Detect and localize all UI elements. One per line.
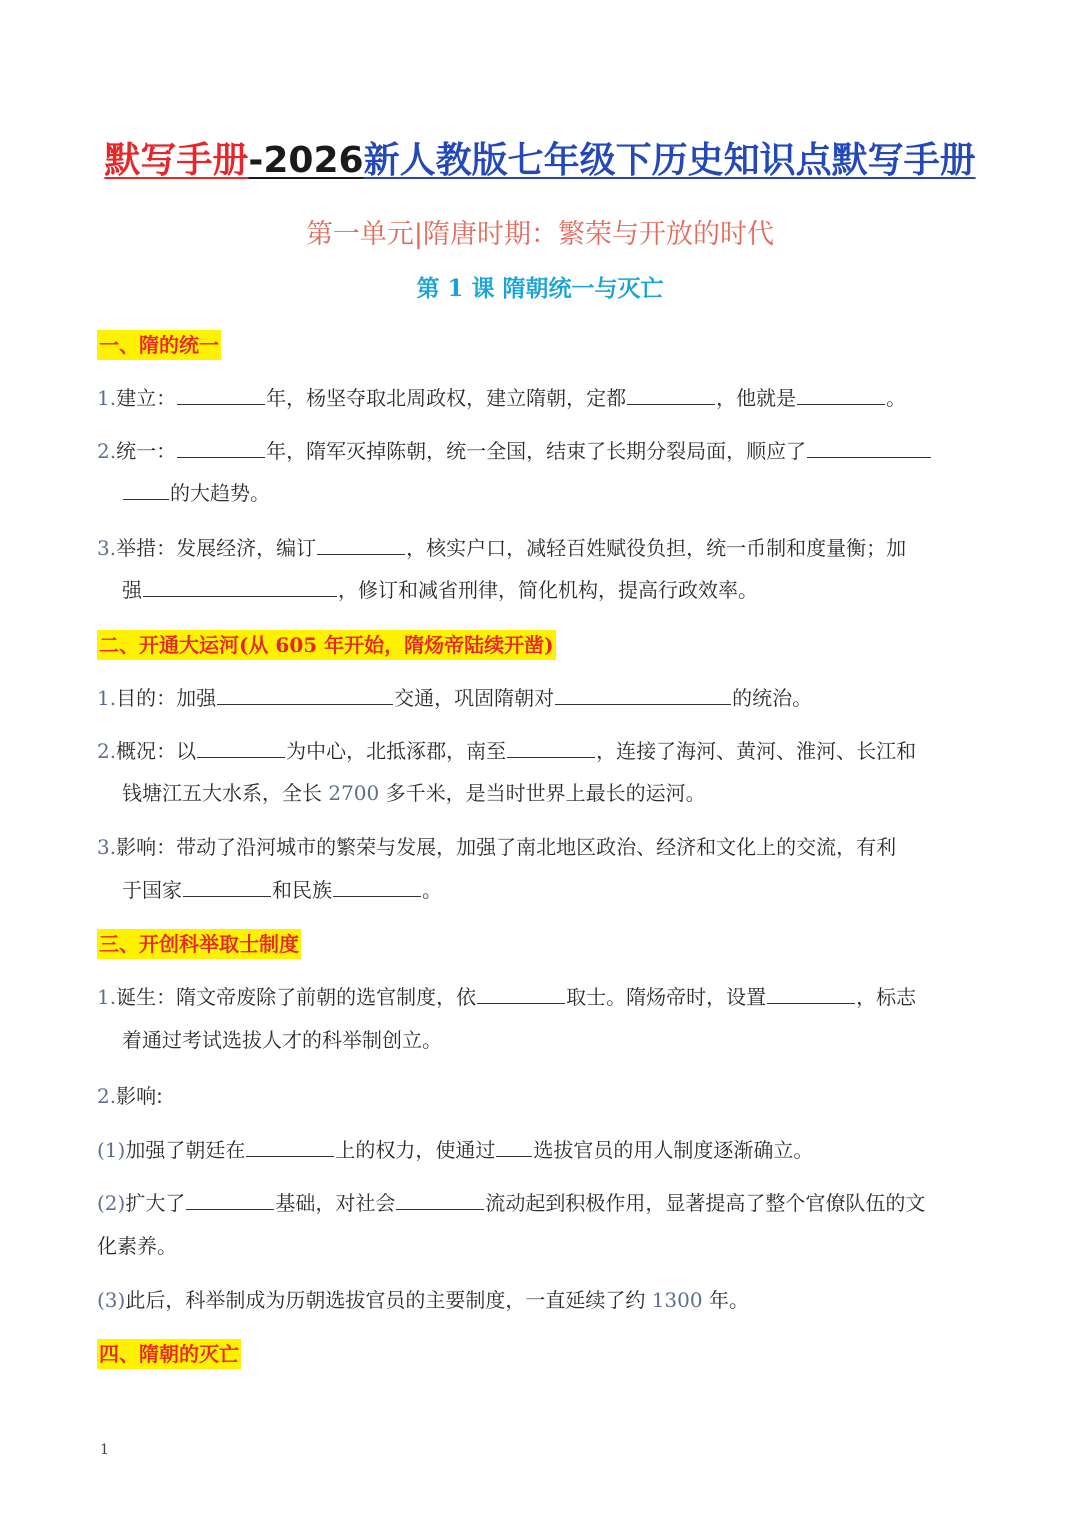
question-text: 化素养。 <box>97 1234 177 1258</box>
question-text: 着通过考试选拔人才的科举制创立。 <box>122 1028 442 1052</box>
question-text: 目的：加强 <box>116 686 217 710</box>
fill-blank[interactable] <box>477 983 565 1004</box>
item-number: 2. <box>97 439 117 463</box>
question-text: ，他就是 <box>716 386 797 410</box>
item-number: (3) <box>97 1288 126 1312</box>
item-number: (1) <box>97 1138 126 1162</box>
fill-blank[interactable] <box>217 684 393 705</box>
question-text: 选拔官员的用人制度逐渐确立。 <box>533 1138 814 1162</box>
question-3-1 <box>97 983 916 1011</box>
question-1-2 <box>97 437 932 465</box>
item-number: 2. <box>97 1084 117 1108</box>
question-text: 年。 <box>702 1288 749 1312</box>
item-number: 1. <box>97 985 117 1009</box>
question-text: 上的权力，使通过 <box>335 1138 496 1162</box>
question-3-1-cont <box>122 1026 442 1054</box>
fill-blank[interactable] <box>186 1189 274 1210</box>
duration-number: 1300 <box>651 1288 703 1312</box>
question-text: 的大趋势。 <box>170 481 270 505</box>
fill-blank[interactable] <box>246 1136 334 1157</box>
question-2-3 <box>97 833 896 861</box>
fill-blank[interactable] <box>197 737 285 758</box>
question-text: 流动起到积极作用，显著提高了整个官僚队伍的文 <box>485 1191 926 1215</box>
lesson-title: 第 1 课 隋朝统一与灭亡 <box>416 275 664 302</box>
fill-blank[interactable] <box>177 384 265 405</box>
question-3-2-1 <box>97 1136 813 1164</box>
fill-blank[interactable] <box>507 737 595 758</box>
title-part-2: -2026 <box>248 140 364 181</box>
question-text: 概况：以 <box>116 739 197 763</box>
fill-blank[interactable] <box>183 876 271 897</box>
question-3-2-3 <box>97 1286 749 1314</box>
question-2-2-cont <box>122 779 706 807</box>
question-text: 加强了朝廷在 <box>125 1138 246 1162</box>
question-text: 此后，科举制成为历朝选拔官员的主要制度，一直延续了约 <box>125 1288 652 1312</box>
fill-blank[interactable] <box>767 983 855 1004</box>
question-text: 举措：发展经济，编订 <box>116 536 317 560</box>
title-part-3: 新人教版七年级下历史知识点默写手册 <box>363 140 976 181</box>
title-part-1: 默写手册 <box>104 140 249 181</box>
fill-blank[interactable] <box>627 384 715 405</box>
fill-blank[interactable] <box>797 384 885 405</box>
question-text: 影响：带动了沿河城市的繁荣与发展，加强了南北地区政治、经济和文化上的交流，有利 <box>116 835 897 859</box>
section-heading-1: 一、隋的统一 <box>97 330 221 360</box>
question-text: 年，杨坚夺取北周政权，建立隋朝，定都 <box>266 386 627 410</box>
unit-title: 第一单元|隋唐时期：繁荣与开放的时代 <box>305 219 775 250</box>
question-3-2-2-cont <box>97 1232 177 1260</box>
question-text: ，连接了海河、黄河、淮河、长江和 <box>596 739 917 763</box>
question-text: ，标志 <box>856 985 917 1009</box>
question-text: 建立： <box>116 386 177 410</box>
question-2-1 <box>97 684 812 712</box>
question-text: 多千米，是当时世界上最长的运河。 <box>379 781 706 805</box>
canal-length-number: 2700 <box>328 781 380 805</box>
fill-blank[interactable] <box>396 1189 484 1210</box>
question-text: 基础，对社会 <box>275 1191 396 1215</box>
item-number: 3. <box>97 835 117 859</box>
page-number: 1 <box>100 1442 109 1458</box>
item-number: 1. <box>97 686 117 710</box>
question-text: 统一： <box>116 439 177 463</box>
question-1-1 <box>97 384 906 412</box>
question-text: 为中心，北抵涿郡，南至 <box>286 739 507 763</box>
question-1-3 <box>97 534 906 562</box>
section-heading-2: 二、开通大运河(从 605 年开始，隋炀帝陆续开凿) <box>97 630 556 660</box>
fill-blank[interactable] <box>123 479 169 500</box>
fill-blank[interactable] <box>496 1136 532 1157</box>
question-text: ，修订和减省刑律，简化机构，提高行政效率。 <box>338 578 758 602</box>
section-heading-4: 四、隋朝的灭亡 <box>97 1339 241 1369</box>
question-text: 。 <box>886 386 907 410</box>
question-text: ，核实户口，减轻百姓赋役负担，统一币制和度量衡；加 <box>406 536 907 560</box>
question-text: 诞生：隋文帝废除了前朝的选官制度，依 <box>116 985 477 1009</box>
fill-blank[interactable] <box>177 437 265 458</box>
fill-blank[interactable] <box>143 576 337 597</box>
question-text: 和民族 <box>272 878 332 902</box>
fill-blank[interactable] <box>555 684 731 705</box>
question-1-2-cont <box>122 479 270 507</box>
fill-blank[interactable] <box>333 876 421 897</box>
question-3-2-2 <box>97 1189 925 1217</box>
item-number: 3. <box>97 536 117 560</box>
question-text: 钱塘江五大水系，全长 <box>122 781 329 805</box>
section-heading-3: 三、开创科举取士制度 <box>97 929 301 959</box>
question-text: 强 <box>122 578 142 602</box>
item-number: (2) <box>97 1191 126 1215</box>
fill-blank[interactable] <box>317 534 405 555</box>
question-text: 取士。隋炀帝时，设置 <box>566 985 767 1009</box>
question-text: 的统治。 <box>732 686 813 710</box>
question-2-2 <box>97 737 916 765</box>
question-text: 年，隋军灭掉陈朝，统一全国，结束了长期分裂局面，顺应了 <box>266 439 807 463</box>
question-1-3-cont <box>122 576 758 604</box>
question-3-2 <box>97 1082 163 1110</box>
question-text: 交通，巩固隋朝对 <box>394 686 555 710</box>
question-text: 影响: <box>116 1084 163 1108</box>
question-2-3-cont <box>122 876 442 904</box>
item-number: 1. <box>97 386 117 410</box>
item-number: 2. <box>97 739 117 763</box>
document-title <box>0 132 1080 183</box>
question-text: 。 <box>422 878 442 902</box>
question-text: 于国家 <box>122 878 182 902</box>
question-text: 扩大了 <box>125 1191 186 1215</box>
fill-blank[interactable] <box>807 437 931 458</box>
